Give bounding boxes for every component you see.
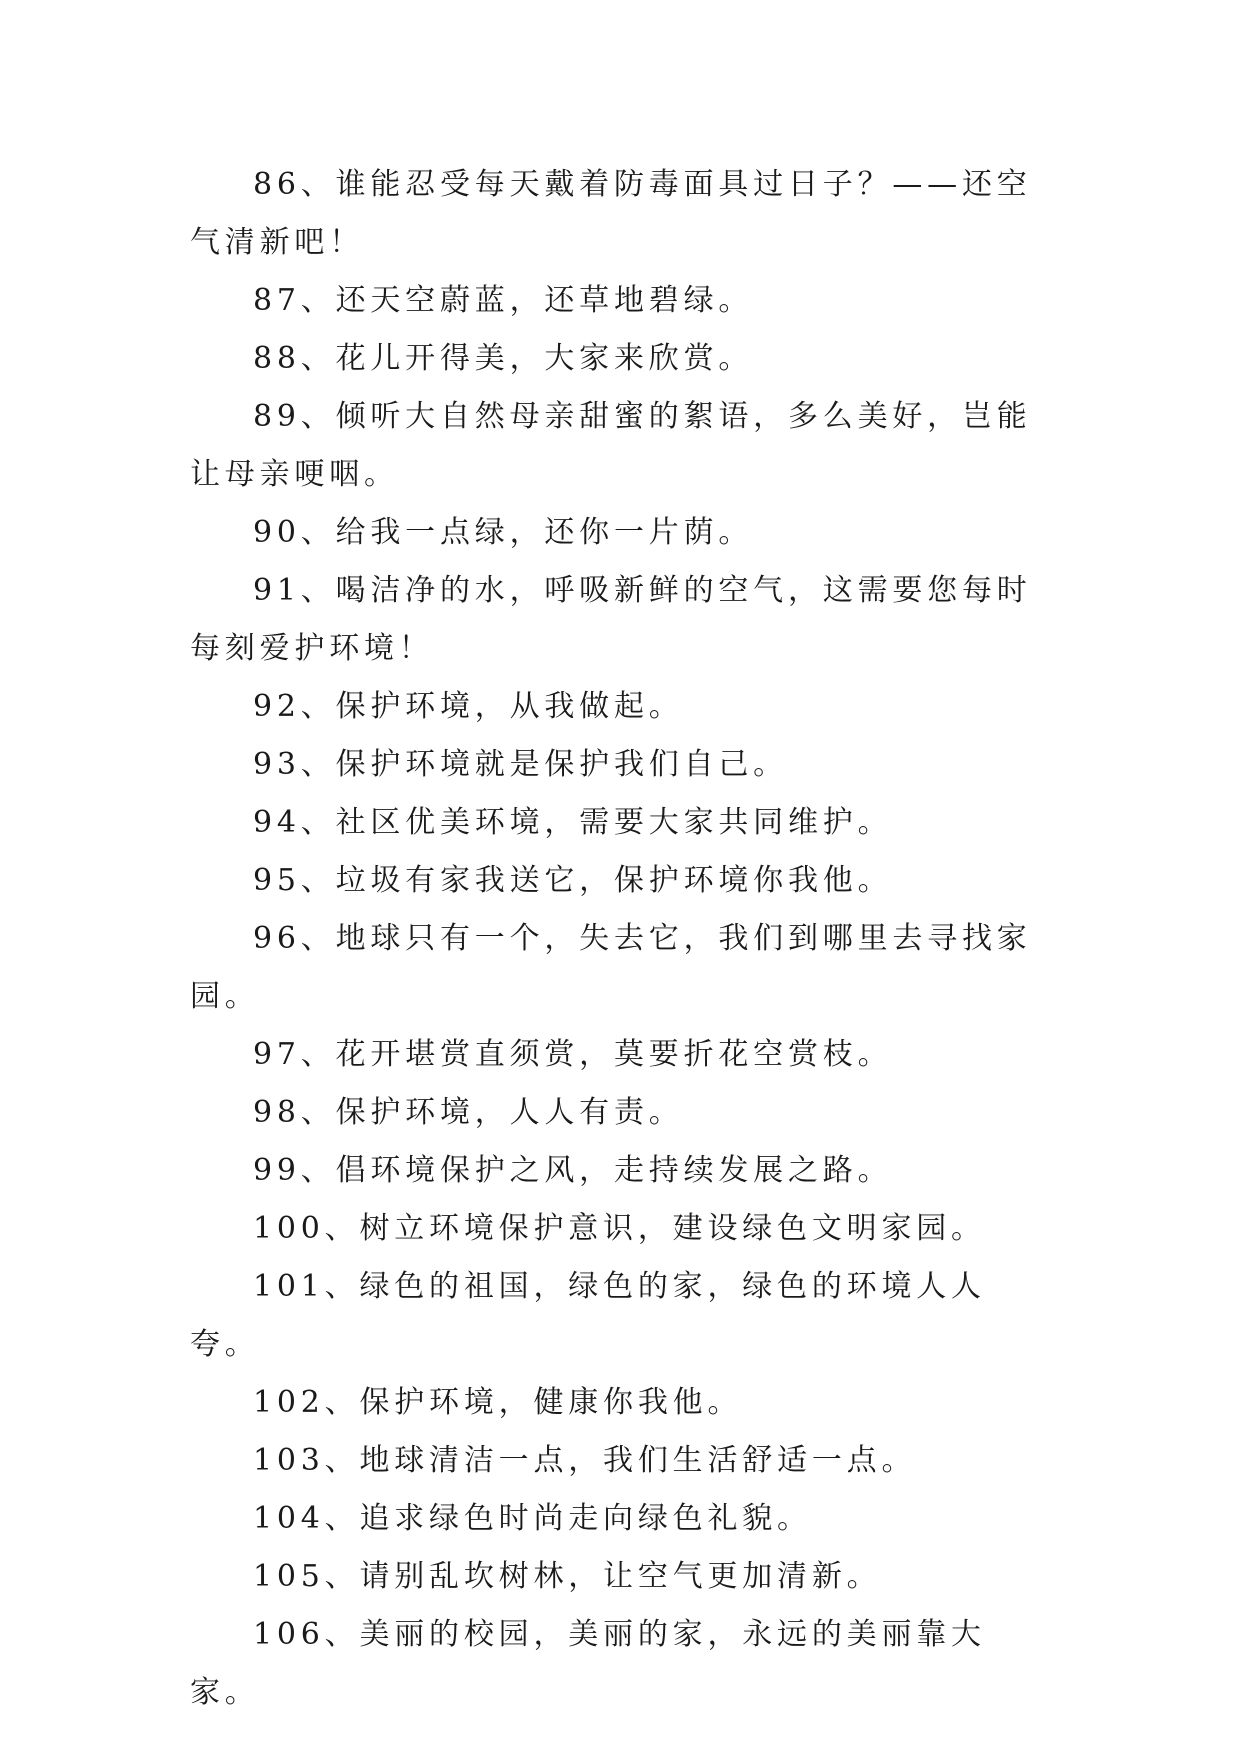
slogan-90: 90、给我一点绿，还你一片荫。 (253, 515, 754, 550)
slogan-98: 98、保护环境，人人有责。 (253, 1095, 684, 1130)
slogan-96: 96、地球只有一个，失去它，我们到哪里去寻找家园。 (190, 921, 1032, 1014)
slogan-105: 105、请别乱坎树林，让空气更加清新。 (253, 1559, 882, 1594)
slogan-97: 97、花开堪赏直须赏，莫要折花空赏枝。 (253, 1037, 893, 1072)
slogan-94: 94、社区优美环境，需要大家共同维护。 (253, 805, 893, 840)
slogan-102: 102、保护环境，健康你我他。 (253, 1385, 743, 1420)
slogan-93: 93、保护环境就是保护我们自己。 (253, 747, 788, 782)
slogan-88: 88、花儿开得美，大家来欣赏。 (253, 341, 754, 376)
slogan-91: 91、喝洁净的水，呼吸新鲜的空气，这需要您每时每刻爱护环境！ (190, 573, 1032, 666)
slogan-99: 99、倡环境保护之风，走持续发展之路。 (253, 1153, 893, 1188)
slogan-101: 101、绿色的祖国，绿色的家，绿色的环境人人夸。 (190, 1269, 986, 1362)
slogan-100: 100、树立环境保护意识，建设绿色文明家园。 (253, 1211, 986, 1246)
slogan-92: 92、保护环境，从我做起。 (253, 689, 684, 724)
slogan-104: 104、追求绿色时尚走向绿色礼貌。 (253, 1501, 812, 1536)
slogan-87: 87、还天空蔚蓝，还草地碧绿。 (253, 283, 754, 318)
slogan-95: 95、垃圾有家我送它，保护环境你我他。 (253, 863, 893, 898)
document-body (190, 156, 1050, 1722)
slogan-106: 106、美丽的校园，美丽的家，永远的美丽靠大家。 (190, 1617, 986, 1710)
slogan-86: 86、谁能忍受每天戴着防毒面具过日子？——还空气清新吧！ (190, 167, 1032, 260)
slogan-89: 89、倾听大自然母亲甜蜜的絮语，多么美好，岂能让母亲哽咽。 (190, 399, 1032, 492)
slogan-103: 103、地球清洁一点，我们生活舒适一点。 (253, 1443, 917, 1478)
